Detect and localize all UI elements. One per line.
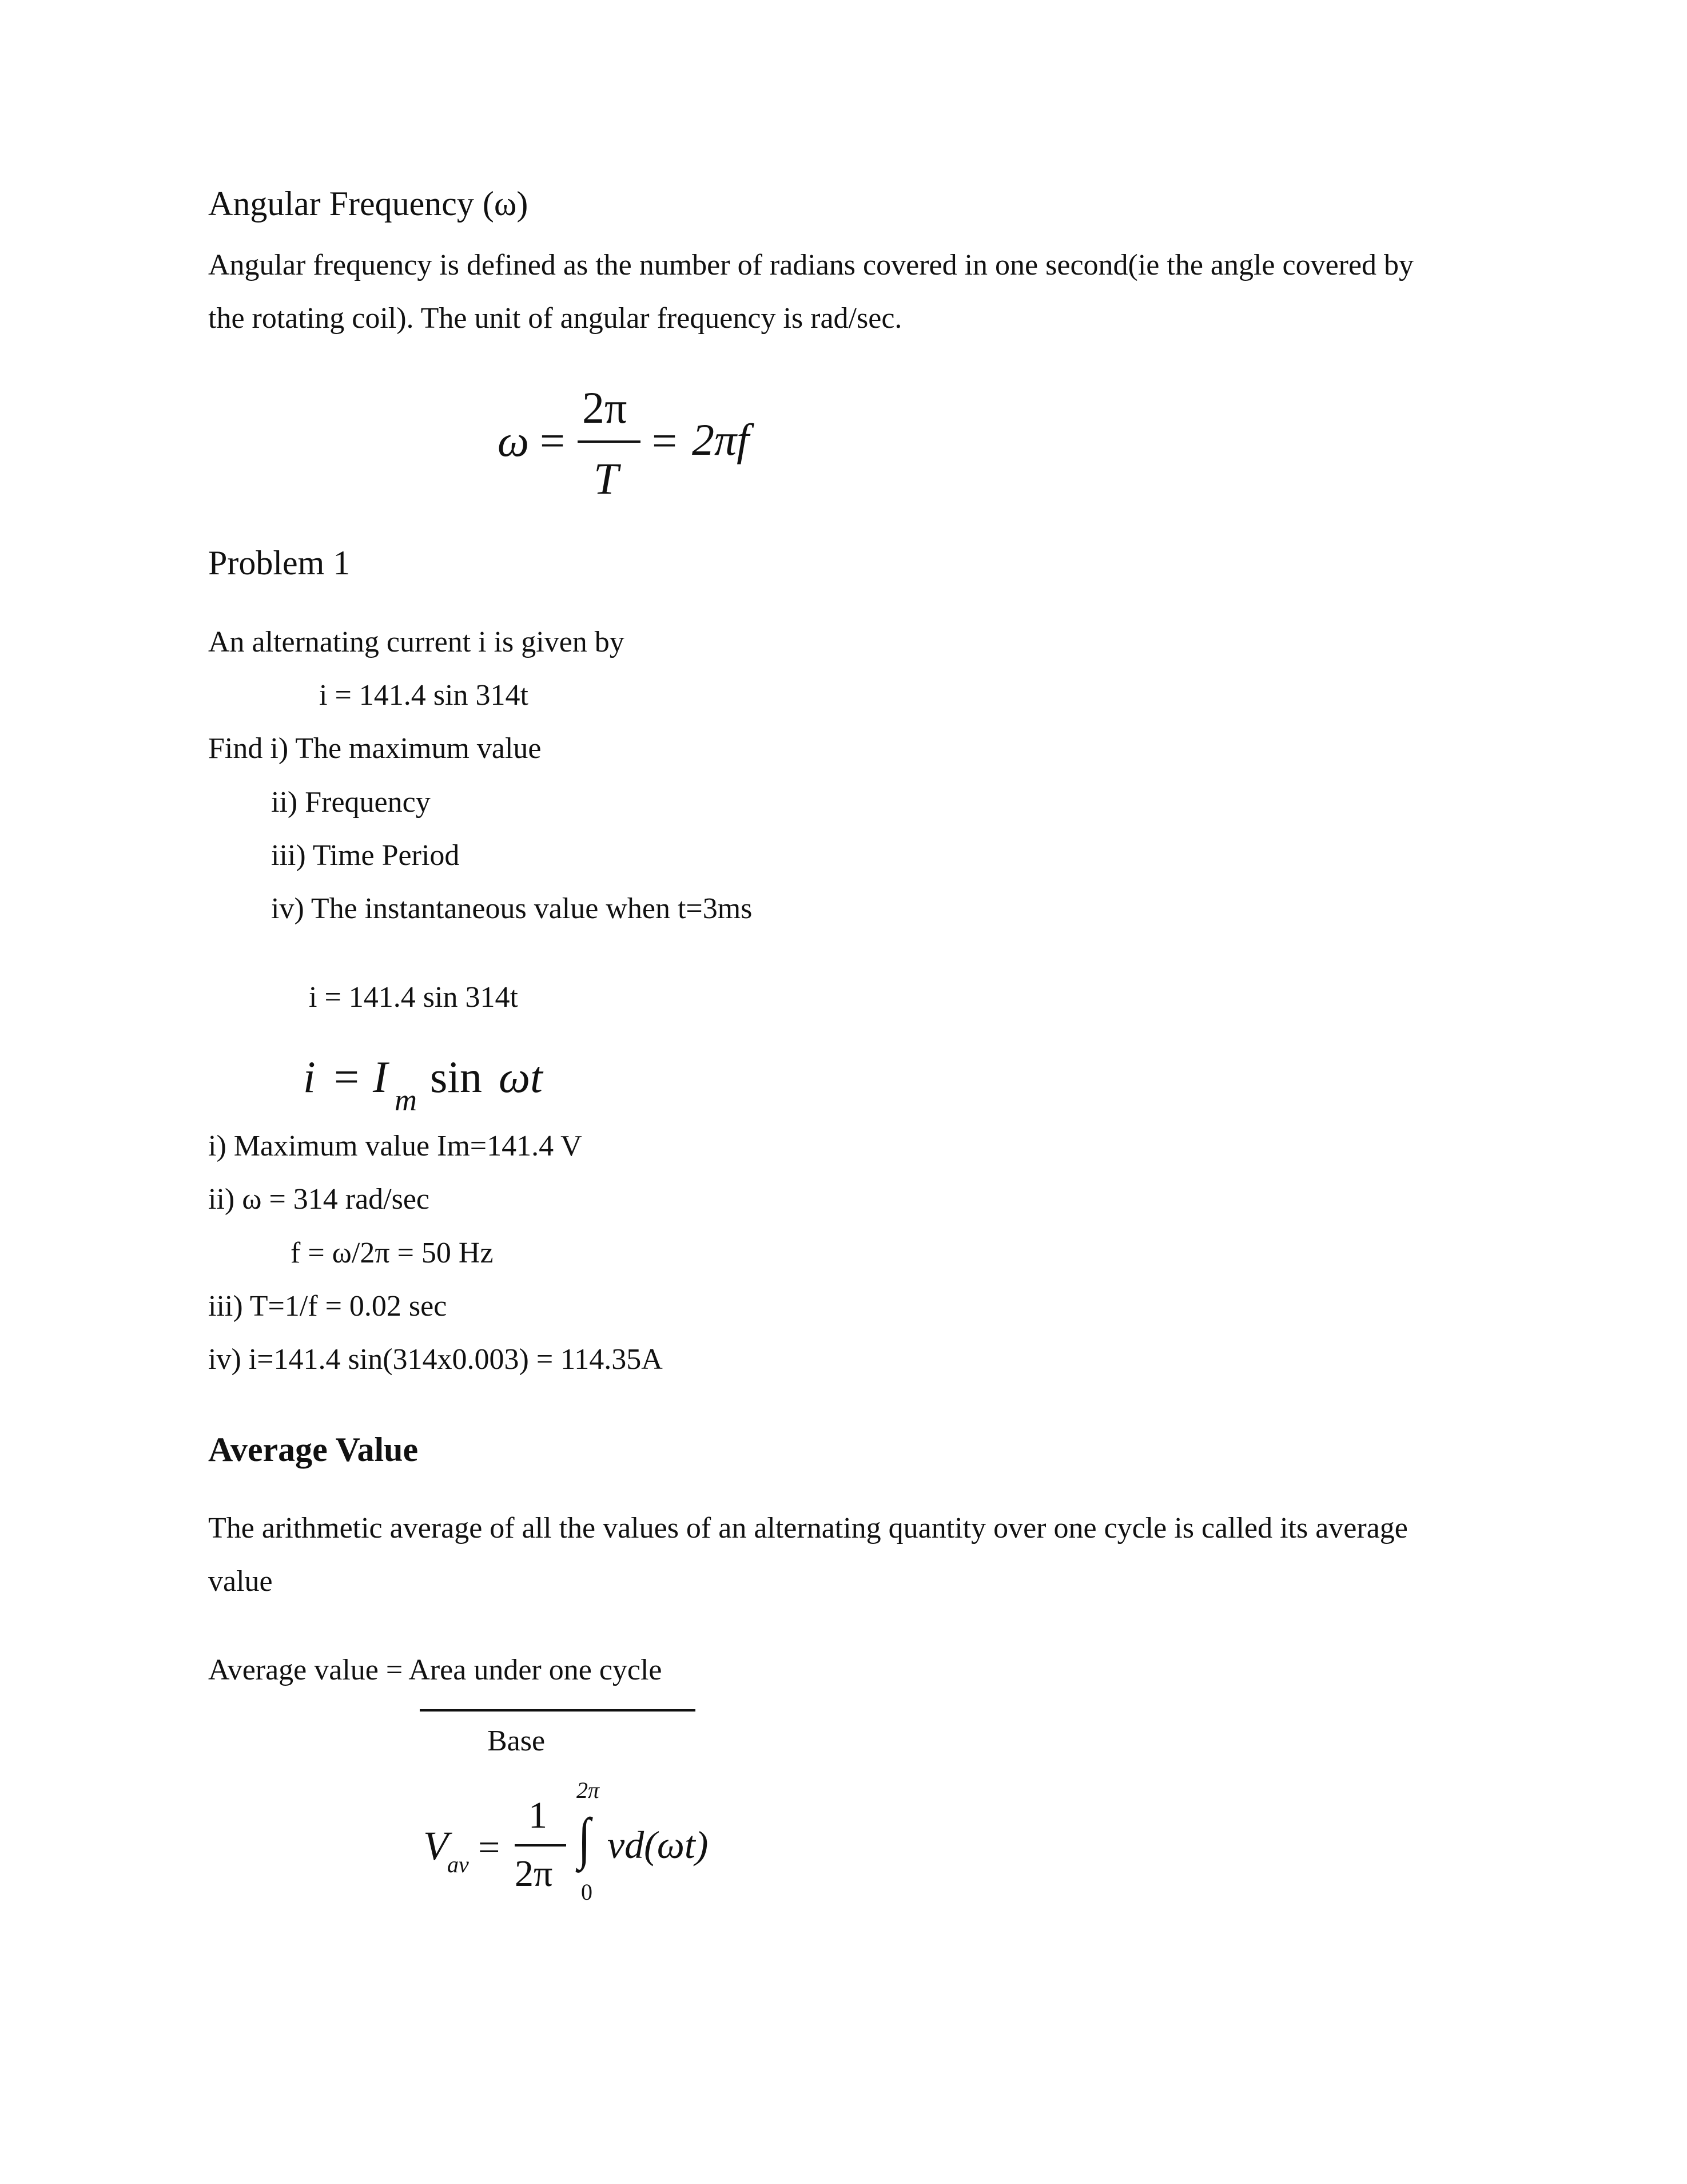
- problem-given-equation: i = 141.4 sin 314t: [319, 679, 528, 712]
- general-formula-lhs: i: [303, 1052, 316, 1102]
- avg-formula-eq: =: [478, 1825, 500, 1869]
- section-heading-angular-frequency: Angular Frequency (ω): [208, 185, 528, 223]
- find-item-time-period: iii) Time Period: [271, 839, 460, 872]
- avg-formula-fraction-bar: [515, 1844, 566, 1847]
- problem-statement: An alternating current i is given by: [208, 626, 624, 658]
- find-item-instantaneous: iv) The instantaneous value when t=3ms: [271, 892, 753, 925]
- avg-formula-integrand: vd(ωt): [607, 1823, 709, 1867]
- formula-denominator: T: [594, 454, 619, 503]
- formula-rhs: 2πf: [692, 415, 749, 464]
- general-formula-arg: ωt: [499, 1052, 543, 1102]
- definition-fraction-bar: [420, 1709, 695, 1712]
- formula-numerator: 2π: [582, 383, 627, 432]
- find-item-frequency: ii) Frequency: [271, 786, 431, 819]
- problem-heading: Problem 1: [208, 544, 351, 582]
- solution-equation: i = 141.4 sin 314t: [309, 981, 518, 1014]
- general-formula-func: sin: [430, 1052, 483, 1102]
- formula-fraction-bar: [578, 440, 640, 443]
- avg-formula-denominator: 2π: [515, 1853, 553, 1895]
- angular-frequency-paragraph-line1: Angular frequency is defined as the number of radians covered in one second(ie the angle covered by: [208, 249, 1414, 281]
- answer-frequency: f = ω/2π = 50 Hz: [291, 1237, 494, 1269]
- avg-formula-lhs-subscript: av: [447, 1852, 469, 1877]
- avg-formula-lower-limit: 0: [581, 1879, 592, 1905]
- average-value-definition: Average value = Area under one cycle: [208, 1654, 662, 1686]
- find-label: Find i) The maximum value: [208, 732, 542, 765]
- formula-omega-lhs: ω: [498, 416, 530, 466]
- avg-formula-numerator: 1: [528, 1794, 547, 1836]
- definition-denominator: Base: [487, 1725, 546, 1757]
- avg-formula-lhs: V: [423, 1823, 448, 1869]
- general-formula-eq: =: [334, 1052, 359, 1102]
- answer-time-period: iii) T=1/f = 0.02 sec: [208, 1290, 447, 1323]
- answer-instantaneous: iv) i=141.4 sin(314x0.003) = 114.35A: [208, 1343, 663, 1376]
- formula-eq-sign: =: [540, 416, 565, 466]
- integral-sign-icon: ∫: [578, 1806, 591, 1870]
- average-value-paragraph-line1: The arithmetic average of all the values of an alternating quantity over one cycle is called its average: [208, 1512, 1408, 1544]
- formula-eq-sign-2: =: [652, 416, 677, 466]
- answer-maximum-value: i) Maximum value Im=141.4 V: [208, 1130, 582, 1162]
- average-value-paragraph-line2: value: [208, 1565, 273, 1598]
- general-formula-var: I: [373, 1052, 388, 1102]
- section-heading-average-value: Average Value: [208, 1431, 419, 1468]
- answer-omega: ii) ω = 314 rad/sec: [208, 1183, 430, 1216]
- angular-frequency-paragraph-line2: the rotating coil). The unit of angular frequency is rad/sec.: [208, 302, 902, 335]
- avg-formula-upper-limit: 2π: [576, 1777, 600, 1803]
- general-formula-subscript: m: [395, 1083, 417, 1117]
